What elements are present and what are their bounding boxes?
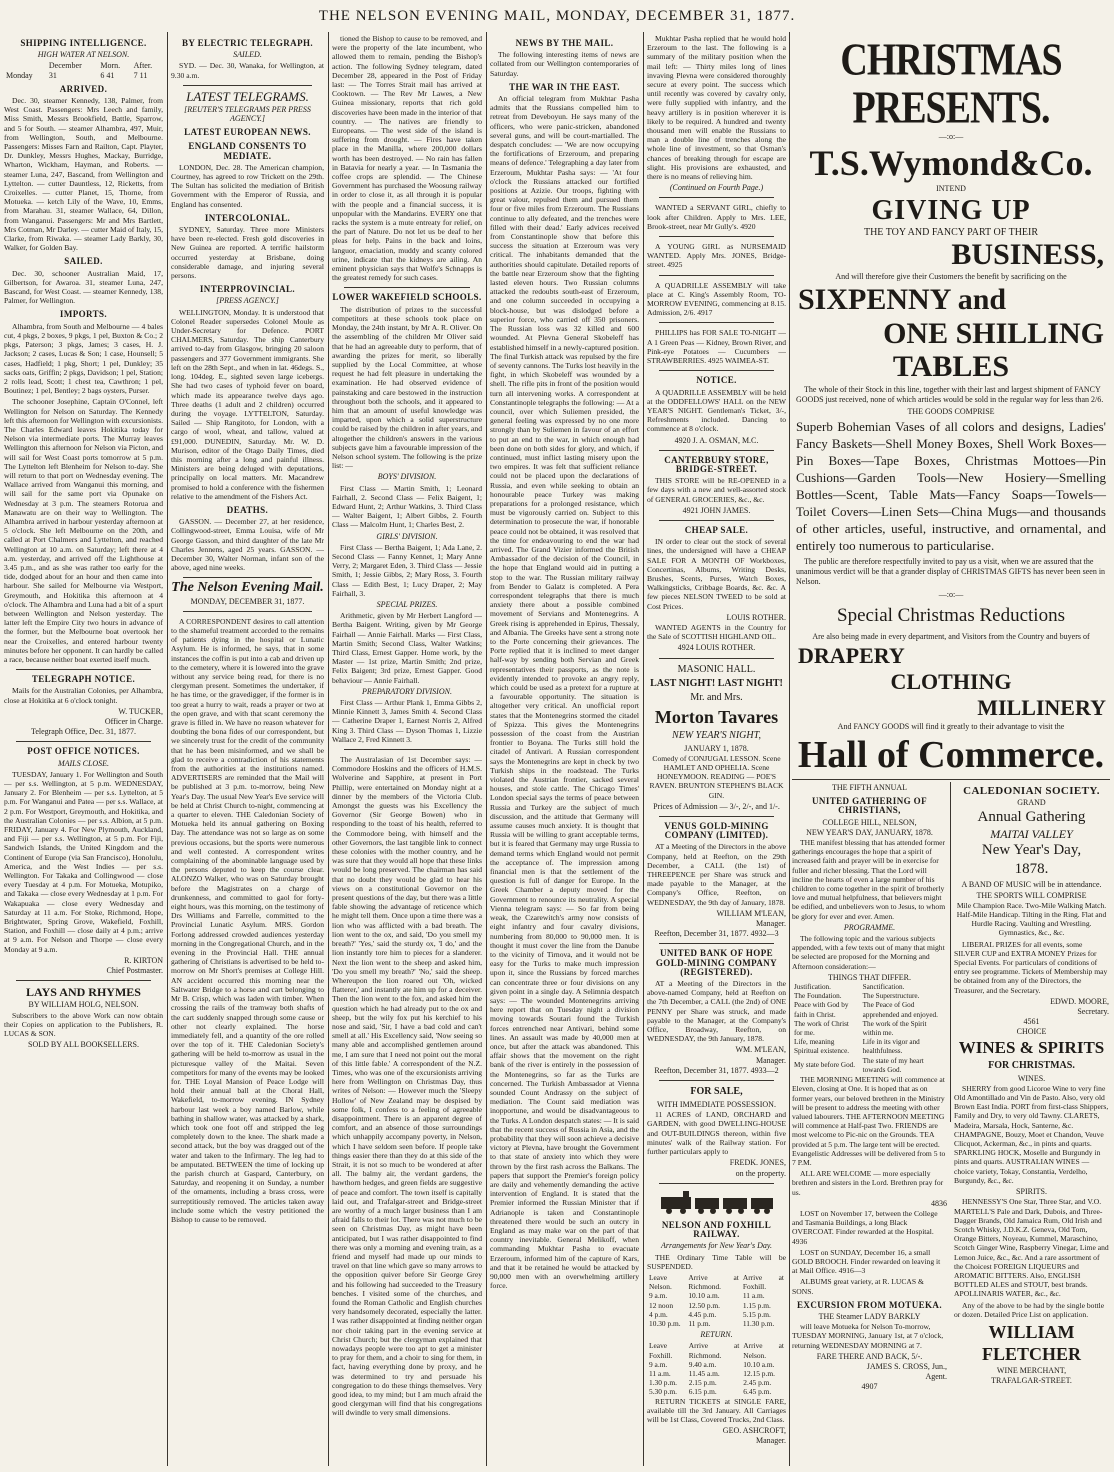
rail-cell: 6.15 p.m. bbox=[688, 1387, 717, 1397]
reuter-credit: [REUTER'S TELEGRAMS PER PRESS AGENCY.] bbox=[184, 104, 311, 124]
whole-stock-text: The whole of their Stock in this line, together with their last and largest shipment of FANCY GOODS just received, none of which articles would be sold in the regular way for less than 2/6. bbox=[796, 385, 1104, 404]
christmas-presents-heading: CHRISTMAS PRESENTS. bbox=[840, 34, 1062, 134]
telegraph-notice-heading: TELEGRAPH NOTICE. bbox=[31, 674, 136, 685]
return-table bbox=[647, 1341, 786, 1396]
canterbury-text: THIS STORE will be RE-OPENED in a few days with a new and well-assorted stock of GENERAL GROCERIES, &c., &c. bbox=[647, 476, 786, 504]
special-prizes: SPECIAL PRIZES. bbox=[376, 599, 438, 609]
divider bbox=[659, 275, 774, 276]
caledonian-and-wines bbox=[954, 782, 1109, 1386]
rail-cell: 6.45 p.m. bbox=[743, 1387, 772, 1397]
for-sale-heading: FOR SALE, bbox=[690, 1086, 743, 1098]
wellington-text: WELLINGTON, Monday. It is understood that Colonel Reader supersedes Colonel Moule as Under-Secretary for Defence. PORT CHALMERS, Saturday. The ship Canterbury arrived to-day from Glasgow, bringing 20 saloon passengers and 377 Government immigrants. She left on the 28th Sept., and when in lat. 46degs. S., long. 104deg. E., sighted seven large icebergs. She had two cases of typhoid fever on board, which made its appearance twelve days ago. Three deaths (1 adult and 2 children) occurred during the voyage. LYTTELTON, Saturday. Sailed — Ship Rangitoto, for London, with a cargo of wool, wheat, and tallow, valued at £91,000. DUNEDIN, Saturday. Mr. W. D. Murison, editor of the Otago Daily Times, died this morning after a long and painful illness. Ministers are being deluged with deputations, principally on local matters. Mr. Macandrew promised to hold a conference with the fishermen relative to the amendment of the Fishers Act. bbox=[171, 307, 324, 501]
signature: FREDK. JONES, bbox=[729, 1158, 786, 1168]
pair-left: My state before God. bbox=[794, 1061, 856, 1070]
drapery: DRAPERY bbox=[798, 643, 905, 668]
boys-text: First Class — Martin Smith, 1; Leonard Fairhall, 2. Second Class — Felix Baigent, 1; Edward Hunt, 2; Arthur Watkins, 3. Third Class — Walter Baigent, 1; Albert Gibbs, 2. Fourth Class — Malcolm Hunt, 1; Charles Best, 2. bbox=[332, 483, 482, 530]
shipping-title: SHIPPING INTELLIGENCE. bbox=[20, 38, 147, 48]
train-icon bbox=[657, 1189, 777, 1215]
advert: WANTED a SERVANT GIRL, chiefly to look after Children. Apply to Mrs. LEE, Brook-street, near Mr Gully's. 4920 bbox=[647, 203, 786, 231]
dateline: Telegraph Office, Dec. 31, 1877. bbox=[30, 727, 137, 737]
pair-right: Sanctification. bbox=[862, 983, 905, 992]
tide-head: December bbox=[48, 61, 82, 71]
annual-gathering: Annual Gathering bbox=[977, 809, 1086, 826]
rail-cell: 10.10 a.m. bbox=[688, 1291, 720, 1301]
new-years-night: NEW YEAR'S NIGHT, bbox=[672, 729, 761, 741]
signature: Secretary. bbox=[1077, 1007, 1109, 1017]
business-word: BUSINESS, bbox=[951, 238, 1104, 271]
editorial-text: A CORRESPONDENT desires to call attention to the shameful treatment accorded to the remains of patients dying in the hospital or Lunatic Asylum. He is informed, he says, that in some instances the coffin is put into a cab and driven up to the cemetery, where it is lowered into the grave without any service being read, for there is no clergyman present. Sometimes the undertaker, if he has time, or the gravedigger, if the former is in too great a hurry to wait, reads a prayer or two at the open grave, and with that scant ceremony the grave is filled in. We have no reason whatever for doubting the bona fides of our correspondent, but we sincerely trust for the credit of the community that he has been misinformed, and we shall be glad to receive a contradiction of his statements from the authorities at the institutions named. ADVERTISERS are reminded that the Mail will be published at 3 p.m. to-morrow, being New Year's Day. The usual New Year's Eve service will be held at Christ Church to-night, commencing at a quarter to eleven. THE Caledonian Society of Motueka held its annual gathering on Boxing Day. The attendance was not so large as on some previous occasions, but the sports were numerous and well contested. A correspondent writes complaining of the abominable language used by the persons deputed to keep the course clear. ALONZO Walker, who was on Saturday brought before the Magistrates on a charge of drunkenness, and committed to gaol for forty-eight hours, was this morning, on the testimony of Drs Williams and Farrelle, committed to the Provincial Lunatic Asylum. MRS. Gordon Forlong addressed crowded audiences yesterday morning in the Congregational Church, and in the evening in the Provincial Hall. THE annual gathering of Christians is advertised to be held to-morrow on Mr Short's premises at College Hill. AN accident occurred this morning near the Saltwater Bridge to a horse and cart belonging to Mr B. Crisp, which was laden with timber. When crossing the rails of the tramway both shafts of the cart suddenly snapped through some cause or other not clearly explained. The horse immediately fell, and a quantity of the ore rolled over the top of it. THE Caledonian Society's gathering will be held to-morrow as usual in the picturesque valley of the Maitai. Seven competitors for many of the events may be looked for. THE Loyal Mansion of Peace Lodge will hold their annual ball at the Choral Hall, Wakefield, to-morrow evening. IN Sydney harbour last week a boy named Barlow, while bathing in shallow water, was attacked by a shark, which took one foot off and stripped the leg completely down to the knee. The shark made a second attack, but the boy was dragged out of the water and taken to the Infirmary. The leg had to be amputated. BETWEEN the time of locking up the parish church at Gaspard, Canterbury, on Saturday, and reopening it on Sunday, a number of the ornaments, including a brass cross, were surreptitiously removed. The articles taken away include some which the vestry petitioned the Bishop to cause to be removed. bbox=[171, 616, 324, 1224]
boys-division: BOYS' DIVISION. bbox=[377, 472, 437, 482]
girls-text: First Class — Bertha Baigent, 1; Ada Lane, 2. Second Class — Fanny Kennet, 1; Mary Anne Verry, 2; Margaret Eden, 3. Third Class — Jessie Smith, 1; Jessie Gibbs, 2; Mary Ross, 3. Fourth Class — Edith Best, 1; Lucy Draper, 2; May Fairhall, 3. bbox=[332, 542, 482, 598]
tide-head: Morn. bbox=[100, 61, 121, 71]
divider bbox=[659, 197, 774, 198]
hall-of-commerce: Hall of Commerce. bbox=[797, 734, 1105, 776]
train-engraving bbox=[647, 1189, 786, 1216]
rail-cell: 11 a.m. bbox=[742, 1291, 765, 1301]
advert: A YOUNG GIRL as NURSEMAID WANTED. Apply Mrs. JONES, Bridge-street. 4925 bbox=[647, 242, 786, 270]
special-reductions: Special Christmas Reductions bbox=[837, 605, 1065, 626]
rail-col: Arrive at Foxhill. bbox=[742, 1272, 784, 1292]
sailed-heading: SAILED. bbox=[64, 256, 103, 267]
signature: on the property. bbox=[735, 1168, 786, 1178]
rail-cell: 4.45 p.m. bbox=[688, 1309, 717, 1319]
post-office-text: TUESDAY, January 1. For Wellington and South — per s.s. Wellington, at 5 p.m. WEDNESDAY, January 2. For Blenheim — per s.s. Lyttelton, at 5 p.m. For Wanganui and Patea — per s.s. Wallace, at 2 p.m. For Westport, Greymouth, and Hokitika, and the Australian Colonies — per s.s. Albion, at 5 p.m. FRIDAY, January 4. For New Plymouth, Auckland, and Fiji — per s.s. Wellington, at 5 p.m. For Fiji, Sandwich Islands, the United Kingdom and the Continent of Europe (via San Francisco), Honolulu, America, and the West Indies — per s.s. Wellington. For Takaka and Collingwood — close every Tuesday at 4 p.m. For Motueka, Motupiko, and Takaka — close every Wednesday at 1 p.m. For Wakapuaka — close every Wednesday and Saturday at 11 a.m. For Stoke, Richmond, Hope, Brightwater, Spring Grove, Wakefield, Foxhill, Station, and Foxhill — close daily at 4 p.m.; arrive at 9 a.m. For Nelson and Thorpe — close every Monday at 9 a.m. bbox=[4, 769, 163, 954]
sports-heading: THE SPORTS WILL COMPRISE bbox=[976, 890, 1087, 900]
venus-text: AT a Meeting of the Directors in the above Company, held at Reefton, on the 29th December, a CALL (the 1st) of THREEPENCE per Share was struck and made payable to the Manager, at the Company's Office, Reefton, on WEDNESDAY, the 9th day of January, 1878. bbox=[647, 842, 786, 907]
canterbury-heading: CANTERBURY STORE, BRIDGE-STREET. bbox=[664, 454, 769, 474]
fletcher-name: WILLIAM FLETCHER bbox=[981, 1321, 1082, 1364]
dateline: Reefton, December 31, 1877. 4932—3 bbox=[654, 929, 779, 939]
return-heading: RETURN. bbox=[700, 1330, 733, 1340]
gathering-text: THE manifest blessing that has attended former gatherings encourages the hope that a spirit of increased faith and prayer will be in exercise for fuller and richer blessing. That the Lord will incline the hearts of even a large number of his children to come together in the spirit of brotherly love and mutual helpfulness, that believers might be edified, and unbelievers won to Jesus, to whom be glory for ever and ever. Amen. bbox=[792, 838, 946, 921]
divider bbox=[344, 287, 470, 288]
girls-division: GIRLS' DIVISION. bbox=[376, 531, 438, 541]
tide-cell: Monday bbox=[6, 70, 33, 80]
fare: FARE THERE AND BACK, 5/-. bbox=[816, 1351, 923, 1361]
mail-news-heading: NEWS BY THE MAIL. bbox=[515, 38, 614, 48]
divider bbox=[16, 741, 151, 742]
band: A BAND OF MUSIC will be in attendance. bbox=[961, 880, 1102, 890]
for-christmas: FOR CHRISTMAS. bbox=[988, 1059, 1075, 1071]
toy-line: THE TOY AND FANCY PART OF THEIR bbox=[863, 227, 1039, 238]
arrived-text: Dec. 30, steamer Kennedy, 138, Palmer, from West Coast. Passengers: Mrs Leech and family, Miss Smith, Messrs Brookfield, Battle, Sparrow, and 5 for South. — steamer Alhambra, 497, Muir, from Wellington, South, and Melbourne. Passengers: Misses Farn and Railton, Capt. Playter, Dr. Dunkley, Messrs Hughes, Mackay, Burridge, Wharton, Wickham, Hayman, and Roberts. — steamer Luna, 247, Bascand, from Wellington and Lyttelton. — cutter Dauntless, 12, Ricketts, from Croixelles. — cutter Planet, 15, Thorne, from Motueka. — ketch Lily of the Wave, 10, Emms, from Marahau. 31, steamer Wallace, 64, Dillon, from Wanganui. Passengers: Mr and Mrs Bartlett, Mrs Cotman, Mr Darley. — cutter Maid of Italy, 15, Clarke, from Riwaka. — steamer Lady Barkly, 30, Walker, for Golden Bay. bbox=[4, 96, 163, 253]
divider bbox=[659, 1183, 774, 1184]
ad-number: 4561 bbox=[1023, 1017, 1040, 1027]
signature: Agent. bbox=[925, 1372, 947, 1382]
war-continued: Mukhtar Pasha replied that he would hold Erzeroum to the last. The following is a summary of the military position when the mail left: — Thirty miles long of lines invaving Plevna were considered thoroughly secure at every point. The success which until recently was covered by cavalry only, were fully supplied with infantry, and the heavy artillery is in position wherever it is likely to be required. A hundred and twenty thousand men will enable the Russians to man a double line of trenches along the whole line of investment, so that Osman's chances of breaking through for escape are slight. His provisions are exhausted, and there is no means of relieving him. bbox=[647, 34, 786, 182]
pair-right: The state of my heart towards God. bbox=[862, 1056, 924, 1074]
divider bbox=[344, 749, 470, 750]
ad-number: 4836 bbox=[931, 1198, 947, 1208]
rail-cell: 9 a.m. bbox=[649, 1359, 668, 1369]
column-telegrams bbox=[171, 34, 324, 1466]
sports-list: Mile Champion Race. Two-Mile Walking Match. Half-Mile Handicap. Tilting in the Ring. Flat and Hurdle Racing. Vaulting and Wrestling. Gymnastics, &c., &c. bbox=[956, 900, 1107, 938]
date-line: MONDAY, DECEMBER 31, 1877. bbox=[190, 596, 305, 606]
grand: GRAND bbox=[1017, 798, 1046, 808]
mr-mrs: Mr. and Mrs. bbox=[690, 691, 743, 703]
advert: PHILLIPS has FOR SALE TO-NIGHT — A 1 Green Peas — Kidney, Brown River, and Pink-eye Potatoes — Cucumbers — STRAWBERRIES. 4925 WAIMEA-ST. bbox=[647, 328, 786, 366]
imports-text: Alhambra, from South and Melbourne — 4 bales cut, 4 pkgs, 2 boxes, 9 pkgs, 1 pel, Buxton & Co.; 2 pkgs, Paterson; 3 pkgs, James; 3 cases, H. J. Jackson; 2 cases, Lucas & Son; 1 case, Hounsell; 5 cases, Hadfield; 1 pkg, Short; 1 pel, Dunkley; 35 sacks oats, Griffin; 2 pkgs, Davidson; 1 pel, Station; 2 rolls lead, Scott; 1 chest tea, Cawthron; 1 pel, Boutinez; 1 pel, Bentley; 2 bags oysters, Purser. bbox=[4, 321, 163, 396]
rail-cell: 5.30 p.m. bbox=[649, 1387, 677, 1397]
gathering-place: COLLEGE HILL, NELSON, bbox=[822, 817, 917, 827]
divider bbox=[659, 236, 774, 237]
divider bbox=[183, 85, 312, 86]
for-sale-text: 11 ACRES of LAND, ORCHARD and GARDEN, with good DWELLING-HOUSE and OUT-BUILDINGS thereon, within five minutes' walk of the Railway station. For further particulars apply to bbox=[647, 1110, 786, 1157]
signature: EDWD. MOORE, bbox=[1050, 996, 1109, 1006]
tide-cell: 6 41 bbox=[100, 70, 115, 80]
pair-left: Life, meaning Spiritual existence. bbox=[794, 1038, 850, 1056]
ornament: —:o:— bbox=[938, 590, 964, 599]
notice-heading: NOTICE. bbox=[696, 375, 737, 386]
fifth-annual: THE FIFTH ANNUAL bbox=[831, 783, 908, 792]
sydney-text: SYDNEY, Saturday. Three more Ministers have been re-elected. Fresh gold discoveries in New Guinea are reported. A terrific hailstorm occurred yesterday at Brisbane, doing considerable damage, and injuring several persons. bbox=[171, 225, 324, 281]
giving-up: GIVING UP bbox=[871, 195, 1031, 226]
wanted-text: WANTED AGENTS in the Country for the Sale of SCOTTISH HIGHLAND OIL. bbox=[647, 622, 786, 642]
divider bbox=[659, 658, 774, 659]
rail-cell: 4 p.m. bbox=[649, 1309, 668, 1319]
meeting-times: THE MORNING MEETING will commence at Eleven, closing at One. It is hoped that as on former years, our beloved brethren in the Ministry will be present to address the meeting with other valued labourers. THE AFTERNOON MEETING will commence at Half-past Two. FRIENDS are most welcome to Pic-nic on the Grounds. TEA provided at 5 p.m. The large tent will be erected. Evangelistic Addresses will be delivered from 5 to 7 P.M. bbox=[792, 1075, 946, 1167]
trafalgar-street: TRAFALGAR-STREET. bbox=[991, 1376, 1072, 1386]
things-that-differ: THINGS THAT DIFFER. bbox=[827, 972, 912, 982]
column-news bbox=[332, 34, 482, 1466]
dateline: Reefton, December 31, 1877. 4933—2 bbox=[654, 1065, 779, 1075]
all-welcome: ALL ARE WELCOME — more especially brethren and sisters in the Lord. Brethren pray for us. bbox=[792, 1169, 944, 1197]
arrived-heading: ARRIVED. bbox=[59, 83, 108, 94]
divider bbox=[659, 370, 774, 371]
sixpenny: SIXPENNY and bbox=[798, 283, 1007, 316]
rail-cell: 1.30 p.m. bbox=[649, 1378, 677, 1388]
intercolonial-heading: INTERCOLONIAL. bbox=[204, 212, 291, 223]
price-note: Any of the above to be had by the single bottle or dozen. Detailed Price List on application. bbox=[954, 1300, 1105, 1319]
pair-left: Justification. bbox=[794, 983, 831, 992]
column-rule bbox=[167, 32, 168, 1466]
signature: W. TUCKER, bbox=[118, 706, 163, 716]
excursion-text: will leave Motueka for Nelson To-morrow, TUESDAY MORNING, January 1st, at 7 o'clock, returning WEDNESDAY MORNING at 7. bbox=[792, 1322, 944, 1350]
rail-cell: 11 p.m. bbox=[688, 1318, 711, 1328]
column-notices bbox=[647, 34, 786, 1466]
pair-right: The Peace of God apprehended and enjoyed. bbox=[862, 1001, 938, 1019]
war-heading: THE WAR IN THE EAST. bbox=[509, 81, 620, 92]
reductions-text: Are also being made in every department, and Visitors from the Country and buyers of bbox=[812, 632, 1090, 641]
notice-text: A QUADRILLE ASSEMBLY will be held at the ODDFELLOWS' HALL on the NEW YEAR'S NIGHT. Gentleman's Ticket, 3/-, Refreshments included. Dancing to commence at 8 o'clock. bbox=[647, 387, 786, 434]
lays-title: LAYS AND RHYMES bbox=[26, 985, 141, 1000]
pair-left: The Foundation. bbox=[794, 992, 842, 1001]
lays-footer: SOLD BY ALL BOOKSELLERS. bbox=[28, 1040, 139, 1050]
latest-telegrams-heading: LATEST TELEGRAMS. bbox=[186, 88, 309, 104]
rail-cell: 1.15 p.m. bbox=[742, 1300, 771, 1310]
preparatory-division: PREPARATORY DIVISION. bbox=[362, 686, 452, 696]
rail-cell: 11 a.m. bbox=[649, 1368, 671, 1378]
one-shilling: ONE SHILLING bbox=[883, 317, 1104, 350]
signature: GEO. ASHCROFT, bbox=[722, 1426, 786, 1436]
lays-text: Subscribers to the above Work can now obtain their Copies on application to the Publishers, R. LUCAS & SON. bbox=[4, 1010, 163, 1038]
new-years-day: New Year's Day, bbox=[981, 842, 1082, 859]
rail-cell: 11.30 p.m. bbox=[742, 1318, 775, 1328]
christians-gathering bbox=[792, 782, 947, 1393]
column-rule bbox=[486, 32, 487, 1466]
tide-cell: 7 11 bbox=[133, 70, 148, 80]
albums-advert: ALBUMS great variety, at R. LUCAS & SONS. bbox=[792, 1277, 924, 1296]
continued-note: (Continued on Fourth Page.) bbox=[669, 183, 764, 193]
event-date: JANUARY 1, 1878. bbox=[684, 743, 749, 753]
mail-news-intro: The following interesting items of news are collated from our Wellington contemporaries of Saturday. bbox=[490, 50, 639, 78]
goods-heading: THE GOODS COMPRISE bbox=[907, 407, 995, 416]
imports-heading: IMPORTS. bbox=[59, 309, 108, 320]
lays-author: BY WILLIAM HOLG, NELSON. bbox=[28, 1000, 139, 1010]
year: 1878. bbox=[1014, 861, 1049, 878]
wine-merchant: WINE MERCHANT, bbox=[996, 1365, 1067, 1375]
england-heading: ENGLAND CONSENTS TO MEDIATE. bbox=[188, 141, 307, 161]
divider bbox=[659, 322, 774, 323]
divider bbox=[659, 520, 774, 521]
rail-col: Leave Foxhill. bbox=[649, 1341, 673, 1360]
pair-right: The Superstructure. bbox=[862, 992, 920, 1001]
venus-heading: VENUS GOLD-MINING COMPANY (LIMITED). bbox=[664, 821, 769, 841]
signature: Manager. bbox=[756, 1055, 786, 1065]
pair-left: The work of Christ for me. bbox=[794, 1019, 849, 1038]
millinery: MILLINERY bbox=[977, 695, 1106, 720]
advert: A QUADRILLE ASSEMBLY will take place at C. King's Assembly Room, TO-MORROW EVENING, commencing at 8.15. Admission, 2/6. 4917 bbox=[647, 280, 786, 318]
telegraph-notice-text: Mails for the Australian Colonies, per Alhambra, close at Hokitika at 6 o'clock tonight. bbox=[4, 686, 163, 705]
divider bbox=[659, 943, 774, 944]
tide-head: After. bbox=[133, 61, 153, 71]
prizes-text: LIBERAL PRIZES for all events, some SILVER CUP and EXTRA MONEY Prizes for Special Events. For particulars of conditions of entry see programme. Tickets of Membership may be obtained from any of the Directors, the Treasurer, and the Secretary. bbox=[954, 939, 1108, 995]
signature: 4921 JOHN JAMES. bbox=[682, 505, 751, 515]
admission-prices: Prices of Admission — 3/-, 2/-, and 1/-. bbox=[653, 801, 780, 811]
programme-text: Comedy of CONJUGAL LESSON. Scene HAMLET AND OPHELIA. Scene HONEYMOON. READING — POE'S RAVEN. BRUNTON STEPHEN'S BLACK GIN. bbox=[649, 753, 784, 800]
signature: 4924 LOUIS ROTHER. bbox=[677, 643, 756, 653]
gathering-date: NEW YEAR'S DAY, JANUARY, 1878. bbox=[806, 827, 933, 837]
column-mail-news bbox=[490, 34, 639, 1466]
rail-cell: 12.15 p.m. bbox=[743, 1368, 775, 1378]
divider bbox=[659, 1080, 774, 1081]
shipping-notes: The schooner Josephine, Captain O'Connel, left Wellington for Nelson on Saturday. The Kennedy left this afternoon for Wellington with excursionists. The Charles Edward leaves Hokitika today for Nelson via intermediate ports. The Murray leaves Wellington this afternoon for Nelson via Picton, and will sail for West Coast ports tomorrow at 5 p.m. The Lyttelton left Blenheim for Nelson to-day. She will return to that port on Wednesday evening. The Wallace arrived from Wanganui this morning, and will sail for the same port via Opunake on Wednesday at 3 p.m. The steamers Rotorua and Manawatu are on their way to Wellington. The Alhambra arrived in harbour yesterday afternoon at 5 o'clock. She left Melbourne on the 20th, and called at Port Chalmers and Lyttelton, and reached Wellington at 10 a.m. on Saturday; left there at 4 a.m. yesterday, and arrived off the Lighthouse at 3.45 p.m., and as she was rather too early for the tide, dodged about for an hour and then came into harbour. She sailed for Melbourne via Westport, Greymouth, and Hokitika this afternoon at 4 o'clock. The Alhambra and Luna had a bit of a spurt between Wellington and Nelson yesterday. The latter left the Empire City two hours in advance of the former, but the Melbourne boat overtook her near the Croixelles, and entered harbour twenty minutes before her opponent. It can hardly be called a race, because neither boat exerted itself much. bbox=[4, 397, 163, 664]
railway-table bbox=[647, 1273, 786, 1328]
european-news-heading: LATEST EUROPEAN NEWS. bbox=[184, 127, 311, 138]
steamer-name: THE Steamer LADY BARKLY bbox=[818, 1311, 921, 1321]
rail-cell: 9 a.m. bbox=[649, 1291, 668, 1301]
rail-cell: 9.40 a.m. bbox=[688, 1359, 717, 1369]
sailed-text: Dec. 30, schooner Australian Maid, 17, Gilbertson, for Awaroa. 31, steamer Luna, 247, Bascand, for West Coast. — steamer Kennedy, 138, Palmer, for Wellington. bbox=[4, 268, 163, 306]
rail-cell: 5.15 p.m. bbox=[742, 1309, 771, 1319]
high-water-title: HIGH WATER AT NELSON. bbox=[37, 50, 130, 60]
divider bbox=[659, 450, 774, 451]
rail-cell: 12 noon bbox=[649, 1300, 674, 1310]
telegraph-heading: BY ELECTRIC TELEGRAPH. bbox=[181, 38, 314, 48]
preparatory-text: First Class — Arthur Plank 1, Emma Gibbs 2, Minnie Kinnett 3, James Smith 4. Second Class — Catherine Draper 1, Earnest Norris 2, Alfred King 3. Third Class — Dyson Thomas 1, Lizzie Wallace 2, Fred Kinnett 3. bbox=[332, 698, 482, 744]
lost-brooch: LOST on SUNDAY, December 16, a small GOLD BROOCH. Finder rewarded on leaving it at Mail Office. 4916—3 bbox=[792, 1247, 941, 1276]
special-text: Arithmetic, given by Mr Herbert Langford — Bertha Baigent. Writing, given by Mr George Fairhall — Annie Fairhall. Marks — First Class, Martin Smith; Second Class, Walter Watkins; Third Class, Ernest Gapper. Home work, by the Master — 1st prize, Martin Smith; 2nd prize, Felix Baigent; 3rd prize, Ernest Gapper. Good behaviour — Annie Fairhall. bbox=[332, 611, 482, 685]
divider bbox=[792, 779, 1110, 780]
programme-heading: PROGRAMME. bbox=[843, 922, 896, 932]
clothing: CLOTHING bbox=[890, 669, 1012, 694]
lost-overcoat: LOST on November 17, between the College and Tasmania Buildings, a long Black OVERCOAT. Finder rewarded at the Hospital. 4936 bbox=[792, 1208, 938, 1246]
schools-text: The distribution of prizes to the successful competitors at these schools took place on Monday, the 24th instant, by Mr A. R. Oliver. On the assembling of the children Mr Oliver said that he had an agreeable duty to perform, that of awarding the prizes for merit, so liberally supplied by the Local Committee, at whose request he had felt pleasure in undertaking the examination. He had observed evidence of painstaking and care bestowed in the instruction throughout both the schools, and it appeared to him that an amount of useful knowledge was imparted, upon which a solid superstructure could be raised by the children in after years, and altogether the children's answers in the various subjects gave him a favourable impression of the Nelson school system. The following is the prize list: — bbox=[332, 304, 482, 471]
divider bbox=[16, 980, 151, 981]
divider bbox=[183, 611, 312, 612]
programme-text: The following topic and the various subjects appended, with a few texts out of many that might be selected are proposed for the Morning and Afternoon consideration:— bbox=[792, 934, 945, 971]
rail-col: Leave Nelson. bbox=[649, 1272, 672, 1292]
news-text: tioned the Bishop to cause to be removed, and were the property of the late incumbent, who allowed them to remain, pending the Bishop's action. The following Sydney telegram, dated December 28, appeared in the Post of Friday last: — The Torres Strait mail has arrived at Cooktown. — The Rev Mr Lawes, a New Guinea missionary, reports that rich gold discoveries have been made in the interior of that country. — The natives are friendly to Europeans. — The west side of the island is suffering from drought. — Fires have taken place in the Manilla, where 200,000 dollars worth has been destroyed. — No rain has fallen in Batavia for nearly a year. — In Tasmania the coffee crops are splendid. — The Chinese Government has purchased the Woosung railway in order to close it, as all through it is popular with the people and a financial success, it is unpopular with the Mandarins. EVERY one that racks the system is a mute entreaty for relief, on the part of Nature. Do not let us be deaf to her pleas for help. Pains in the back and loins, languor, emaciation, muddy and scanty colored urine, indicate that the kidneys are ailing. An eminent physician says that Wolfe's Schnapps is the greatest remedy for such cases. bbox=[332, 34, 482, 283]
column-rule bbox=[328, 32, 329, 1466]
tables: TABLES bbox=[892, 350, 1010, 383]
rail-col: Arrive at Nelson. bbox=[743, 1341, 784, 1360]
gathering-heading: UNITED GATHERING OF CHRISTIANS, bbox=[812, 796, 927, 816]
signature: Manager. bbox=[756, 919, 786, 929]
therefore-line: And will therefore give their Customers the benefit by sacrificing on the bbox=[835, 272, 1067, 281]
mails-close: MAILS CLOSE. bbox=[57, 758, 110, 768]
ornament: —:o:— bbox=[938, 132, 964, 141]
cheap-sale-text: IN order to clear out the stock of several lines, the undersigned will have a CHEAP SALE FOR A MONTH OF Workboxes, Concertinas, Albums, Writing Desks, Brushes, Scents, Purses, Watch Boxes, Walkingsticks, Cribbage Boards, &c. &c. A few pieces NELSON TWEED to be sold at Cost Prices. bbox=[647, 537, 786, 611]
wine-list: SHERRY from good Licoroe Wine to very fine Old Amontillado and Vin de Pasto. Also, very old Brown East India. PORT from first-class Shippers, Family and Dry, to very old Tawny. CLARETS, Madeira, Marsala, Hock, Santerne, &c. CHAMPAGNE, Bouzy, Moet et Chandon, Veuve Clicquot, Ackerman, &c., in pints and quarts. SPARKLING HOCK, Moselle and Burgundy in pints and quarts. AUSTRALIAN WINES — choice variety, Tokay, Constantia, Verdelho, Burgundy, &c., &c. bbox=[954, 1083, 1109, 1185]
choice: CHOICE bbox=[1016, 1027, 1047, 1037]
rail-cell: 2.15 p.m. bbox=[688, 1378, 717, 1388]
sailed-subheading: SAILED. bbox=[233, 50, 262, 60]
signature: WM. M'LEAN, bbox=[735, 1045, 786, 1055]
excursion-heading: EXCURSION FROM MOTUEKA. bbox=[797, 1299, 942, 1310]
deaths-heading: DEATHS. bbox=[226, 504, 269, 515]
public-invited: The public are therefore respectfully invited to pay us a visit, when we are assured that the unanimous verdict will be that a grander display of CHRISTMAS GIFTS has never been seen in Nelson. bbox=[796, 557, 1106, 586]
railway-heading: NELSON AND FOXHILL RAILWAY. bbox=[661, 1219, 772, 1240]
hope-heading: UNITED BANK OF HOPE GOLD-MINING COMPANY (REGISTERED). bbox=[655, 948, 778, 977]
morton-tavares: Morton Tavares bbox=[654, 706, 779, 727]
advert-column bbox=[792, 34, 1110, 1466]
maitai-valley: MAITAI VALLEY bbox=[990, 827, 1073, 842]
column-rule bbox=[789, 32, 790, 1466]
goods-list: Superb Bohemian Vases of all colors and designs, Ladies' Fancy Baskets—Shell Money Boxes, Shell Work Boxes—Pin Boxes—Tape Boxes, Christmas Mottoes—Pin Cushions—Garden Tools—New Hosiery—Smelling Bottles—Scent, Table Mats—Fancy Soaps—Towels—Toilet Covers—Linen Sets—China Mugs—and thousands of other articles, useful, instructive, and ornamental, and entirely too numerous to particularise. bbox=[796, 419, 1106, 553]
post-office-heading: POST OFFICE NOTICES. bbox=[27, 746, 140, 757]
pair-right: The work of the Spirit within me. bbox=[862, 1019, 927, 1038]
sailed-text: SYD. — Dec. 30, Wanaka, for Wellington, at 9.30 a.m. bbox=[171, 61, 324, 80]
london-text: LONDON, Dec. 28. The American champion, Courtney, has agreed to row Trickett on the 29th. The Sultan has solicited the mediation of British Government with the Emperor of Russia, and England has consented. bbox=[171, 162, 324, 209]
signature: R. KIRTON bbox=[124, 955, 163, 965]
intend: INTEND bbox=[936, 184, 966, 193]
wines-spirits: WINES & SPIRITS bbox=[958, 1037, 1105, 1057]
spirits-heading: SPIRITS. bbox=[1016, 1187, 1047, 1197]
rail-col: Arrive at Richmond. bbox=[688, 1341, 740, 1360]
fancy-goods-line: And FANCY GOODS will find it greatly to their advantage to visit the bbox=[837, 722, 1065, 731]
divider bbox=[659, 816, 774, 817]
column-rule bbox=[950, 782, 951, 1122]
railway-text: THE Ordinary Time Table will be SUSPENDED. bbox=[647, 1252, 786, 1271]
masthead: THE NELSON EVENING MAIL, MONDAY, DECEMBER 31, 1877. bbox=[318, 8, 796, 24]
war-text: An official telegram from Mukhtar Pasha admits that the Russians compelled him to retreat from Deveboyun. He says many of the officers, who were panic-stricken, abandoned several guns, and will be court-martialled. The despatch concludes: — 'We are now occupying the fortifications of Erzeroum, and preparing means of defence.' Telegraphing a day later from Erzeroum, Mukhtar Pasha says: — 'At four o'clock the Russians attacked our fortified positions at Azizie. Our troops, fighting with great valour, repulsed them and pursued them four or five miles from Erzeroum. The Russians continue to ally defeated, and the trenches were filled with their dead.' Early advices received from Constantinople show that before this success the situation at Erzeroum was very critical. The inhabitants demanded that the authorities should capitulate. Detailed reports of the battle near Erzeroum show that the fighting lasted eleven hours. Two Russian columns attacked the redoubts south-east of Erzeroum, and one column succeeded in occupying a block-house, but was dislodged before a superior force, who carried off 350 prisoners. The Russian loss was 32 killed and 600 wounded. At Plevna General Skobeleff has established himself in a newly-captured position. The final Turkish attack was repulsed by the fire of seventy cannons. The Turks lost heavily in the fight, in which Skobeleff was wounded by a shell. The rifle pits in front of the position would turn all intervening works. A correspondent at Constantinople telegraphs the following: — At a council, over which Suliemen presided, the general feeling was expressed by no one more strongly than by Suliemen in favour of an effort to put an end to the war, in which enough had been done on both sides for glory, and which, if continued, must inflict lasting misery upon the two empires. It was felt that sufficient reliance could not be placed upon the declarations of Russia, and even while seeking to obtain an honourable peace Turkey was making preparations for a prolonged resistance, which must be vigorously carried on. Subject to this determination to prosecute the war, if honorable peace could not be obtained, it was resolved that the time for endeavouring to end the war had arrived. The Grand Vizier informed the British Ambassador of the decision of the Council, in the hope that England would aid in putting a stop to the war. The Russian military railway from Bender to Galatz is completed. A Pera correspondent telegraphs that there is much anxiety there about a possible combined movement of Servians and Montenegrins. A Greek rising is apprehended in Epirus, Thessaly, and Albania. The Greeks have sent a strong note to the Porte concerning their grievances. The Porte replied that it is inclined to meet danger half-way by sending both Servian and Greek representatives their passports, as the note is evidently intended to provoke an angry reply, which could be used as a pretext for a rupture at a favourable opportunity. The situation is altogether very critical. An unofficial report states that the Montenegrins stormed the citadel of Spizza. This gives the Montenegrins possession of the coast from the Austrian frontier to Boyana. The Turks still hold the citadel of Antivari. A Russian correspondent says the Montenegrins are kept in check by two Turkish ships in the roadstead. The Turks violated the Austrian frontier, sacked several houses, and stole cattle. The Chicago Times' London special says the terms of peace between Russia and Turkey are the subject of much discussion, and the attitude that Germany will assume causes much anxiety. It is thought that Russia will be willing to grant acceptable terms, but it is feared that Germany may urge Russia to demand terms which England would not permit the acceptance of. The impression among financial men is that the settlement of the question is full of danger for Europe. In the Greek Chamber a deputy moved for the Government to renounce its neutrality. A special Vienna telegram says: — So far from being weak, the Czarewitch's army now consists of eight infantry and four cavalry divisions, numbering from 80,000 to 90,000 men. It is thought it must cover the line from the Danube to the vicinity of Tirnova, and it would not be easy for the Turks to make much impression upon it, since the Russians by forced marches can concentrate three or four divisions on any given point in a single day. A Selimnia despatch says: — The wounded Montenegrins arriving here report that on Tuesday night a division moving towards Soutari found the Turkish forces entrenched near Antivari, behind some lines. An assault was made by 40,000 men at once, but after the attack was abandoned. This affair shows that the movement on the right bank of the river is entirely in the possession of the Montenegrins, so far as the Turks are concerned. The Turkish Ambassador at Vienna sounded Count Andrassy on the subject of mediation. The Count said mediation was inopportune, and would be disadvantageous to the Turks. A London despatch states: — It is said that the recent success of Russia in Asia, and the probability that they will soon achieve a decisive victory at Plevna, have brought the Government to that state of anxiety into which they were thrown by the first rash across the Balkans. The papers that support the Premier's foreign policy are daily and vehemently demanding the active intervention of England. It is stated that the Premier informed the Russian Minister that if Adrianople is taken and Constantinople threatened there would be such an outcry in England as may make war on the part of that country inevitable. General Melikoff, when commanding Mukhtar Pasha to evacuate Erzeroum, informed him of the capture of Kars, and that it be retained he would be attacked by 90,000 men with an overwhelming artillery force. bbox=[490, 94, 639, 1291]
signature: JAMES S. CROSS, Jun., bbox=[866, 1361, 947, 1371]
column-rule bbox=[643, 32, 644, 1466]
deaths-text: GASSON. — December 27, at her residence, Collingwood-street, Emma Louisa, wife of Mr George Gasson, and third daughter of the late Mr Charles Jennens, aged 25 years. GASSON. — December 30, Walter Norman, infant son of the above, aged nine weeks. bbox=[171, 517, 324, 573]
hope-text: AT a Meeting of the Directors in the above-named Company, held at Reefton on the 7th December, a CALL (the 2nd) of ONE PENNY per Share was struck, and made payable to the Manager, at the Company's Office, Broadway, Reefton, on WEDNESDAY, the 9th January, 1878. bbox=[647, 979, 786, 1044]
tide-cell: 31 bbox=[48, 70, 57, 80]
rail-col: Arrive at Richmond. bbox=[688, 1272, 739, 1292]
schools-heading: LOWER WAKEFIELD SCHOOLS. bbox=[332, 292, 482, 303]
spirit-list: HENNESSY'S One Star, Three Star, and V.O. MARTELL'S Pale and Dark, Dubois, and Three-Dagger Brands, Old Jamaica Rum, Old Irish and Scotch Whisky, J.D.K.Z. Geneva, Old Tom, Orange Bitters, Noyeau, Kummel, Maraschino, Scotch Ginger Wine, Raspberry Vinegar, Lime and Lemon Juice, &c., &c. And a rare assortment of the Choicest FOREIGN LIQUEURS and AROMATIC BITTERS. Also, ENGLISH BOTTLED ALES and STOUT, best brands. APOLLINARIS WATER, &c., &c. bbox=[954, 1197, 1109, 1299]
paper-title: The Nelson Evening Mail. bbox=[171, 580, 324, 596]
last-night: LAST NIGHT! LAST NIGHT! bbox=[650, 677, 783, 689]
railway-sub: Arrangements for New Year's Day. bbox=[661, 1241, 772, 1251]
for-sale-sub: WITH IMMEDIATE POSSESSION. bbox=[657, 1100, 776, 1110]
tide-table bbox=[4, 61, 163, 79]
wymond-name: T.S.Wymond&Co. bbox=[809, 143, 1093, 183]
rail-cell: 12.50 p.m. bbox=[688, 1300, 720, 1310]
rail-cell: 10.10 a.m. bbox=[743, 1359, 775, 1369]
rail-cell: 2.45 p.m. bbox=[743, 1378, 772, 1388]
australasian-text: The Australasian of 1st December says: — Commodore Hoskins and the officers of H.M.S. Wolverine and Sapphire, at present in Port Phillip, were entertained on Monday night at a dinner by the members of the Victoria Club. Amongst the guests was his Excellency the Governor (Sir George Bowen) who in responding to the toast of his health, referred to the Commodore being, with himself and the other Governors, the last tangible link to connect these colonies with the mother country, and he was sure that they would all hope that these links would be long preserved. The chairman has said that no doubt they would be glad to hear his views on a constitutional Governor on the present questions of the day, but there was a little fable showing the advantage of reticence which he might tell them. Once upon a time there was a lion who was afflicted with a bad breath. The lion went to the ox, and said, 'Do you smell my breath?' 'Yes,' said the sturdy ox, 'I do,' and the lion instantly tore him to pieces for a slanderer. Next the lion went to the sheep and asked him, 'Do you smell my breath?' 'No,' said the sheep. Whereupon the lion roared out 'Oh, wicked flatterer,' and instantly ate him up for a deceiver. Then the lion went to the fox, and asked him the question which he had already put to the ox and sheep, but the wily fox put his kerchief to his nose and said, 'Sir, I have a bad cold and can't smell at all.' His Excellency said, 'Now seeing so many able and accomplished gentlemen around me, I am sure that I need not point out the moral of this little fable.' A correspondent of the N.Z. Times, who was one of the excursionists arriving here from Wellington on Christmas Day, thus writes of Nelson: — However much the 'Sleepy Hollow' of New Zealand may be despised by some folk, I confess to a feeling of agreeable disappointment. There is an apparent degree of comfort, and an absence of those surroundings which unhappily accompany poverty, in Nelson, which I have seldom seen before. If people take things easier there than they do at this side of the Strait, it is not so much to be wondered at after all. The balmy air, the verdant gardens, the hawthorn hedges, and green fields are suggestive of peace and comfort. The town itself is capitally laid out, and Trafalgar-street and Bridge-street are worthy of a much larger business than I am afraid falls to their lot. There was not much to be seen on Christmas Day, as might have been anticipated, but I was rather disappointed to find there was only a morning and evening train, as a friend and myself had made up our minds to travel on that line which gave so many arrows to the opposition quiver before Sir George Grey and his following had succeeded to the Treasury benches. I visited some of the churches, and found the Roman Catholic and English churches very handsomely decorated, especially the latter. I was rather disappointed at finding neither organ nor choir taking part in the evening service at Christ Church; but the clergyman explained that nowadays people were too apt to get a minister to pray for them, and a choir to sing for them, in fact, having everything done by proxy, and he was determined to try and persuade his congregation to do these things themselves. Very good idea, to my mind; but I am much afraid the good clergyman will find that his congregations will dwindle to very small dimensions. bbox=[332, 755, 482, 1418]
pairs-table bbox=[792, 983, 947, 1075]
masonic-hall: MASONIC HALL. bbox=[677, 663, 756, 675]
signature: Chief Postmaster. bbox=[106, 966, 163, 976]
divider bbox=[183, 577, 312, 578]
signature: Manager. bbox=[756, 1436, 786, 1446]
cheap-sale-heading: CHEAP SALE. bbox=[684, 524, 749, 535]
pair-right: Life in its vigor and healthfulness. bbox=[862, 1038, 920, 1056]
rail-cell: 10.30 p.m. bbox=[649, 1318, 681, 1328]
rail-cell: 11.45 a.m. bbox=[688, 1368, 720, 1378]
pair-left: Peace with God by faith in Christ. bbox=[794, 1001, 849, 1019]
signature: WILLIAM M'LEAN, bbox=[716, 908, 786, 918]
signature: Officer in Charge. bbox=[104, 717, 163, 727]
column-shipping bbox=[4, 34, 163, 1466]
wines-heading: WINES. bbox=[1017, 1073, 1046, 1083]
divider bbox=[16, 669, 151, 670]
interprovincial-heading: INTERPROVINCIAL. bbox=[199, 284, 296, 295]
press-agency: [PRESS AGENCY.] bbox=[216, 296, 279, 306]
caledonian-heading: CALEDONIAN SOCIETY. bbox=[963, 785, 1100, 797]
ad-number: 4907 bbox=[861, 1382, 878, 1392]
signature: 4920 J. A. OSMAN, M.C. bbox=[674, 435, 759, 445]
signature: LOUIS ROTHER. bbox=[726, 612, 786, 622]
rail-note: RETURN TICKETS at SINGLE FARE, available till the 3rd January. All Carriages will be 1st Class, Covered Trucks, 2nd Class. bbox=[647, 1396, 786, 1424]
advert-subcolumns bbox=[792, 782, 1110, 1392]
